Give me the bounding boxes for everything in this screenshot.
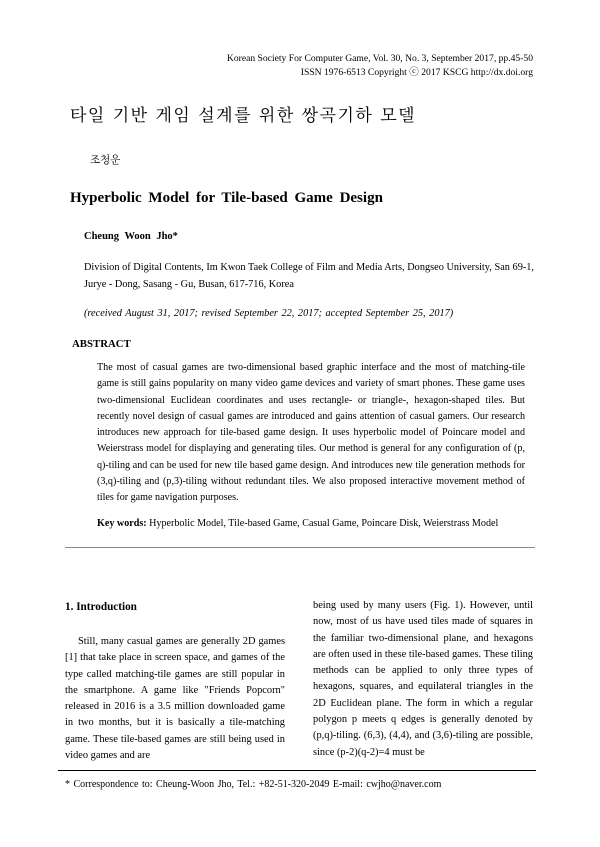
affiliation: Division of Digital Contents, Im Kwon Taek College of Film and Media Arts, Dongseo University, San 69-1, Jurye - Dong, Sasang - Gu, Busan, 617-716, Korea <box>84 262 534 290</box>
abstract-heading: ABSTRACT <box>72 338 131 350</box>
intro-paragraph-left: Still, many casual games are generally 2D games [1] that take place in screen space, and games of the type called matching-tile games are still popular in the smartphone. A game like "Friends Popcorn" released in 2016 is a 3.5 million downloaded game in two months, but it is basically a tile-matching game. These tile-based games are still being used in video games and are <box>65 636 285 762</box>
journal-issn: ISSN 1976-6513 Copyright ⓒ 2017 KSCG http://dx.doi.org <box>300 66 533 78</box>
submission-dates: (received August 31, 2017; revised September 22, 2017; accepted September 25, 2017) <box>84 308 454 319</box>
abstract-text: The most of casual games are two-dimensional based graphic interface and the most of matching-tile game is still gains popularity on many video game devices and variety of smart phones. These game uses two-dimensional Euclidean coordinates and uses rectangle- or triangle-, hexagon-shaped tiles. But recently novel design of casual games are introduced and gains attention of casual gamers. Our research introduces new approach for tile-based game design. It uses hyperbolic model of Poincare model and Weierstrass model for displaying and generating tiles. Our method is general for any configuration of (p, q)-tiling and can be used for new tile based game design. And introduces new tile generation methods for (3,q)-tiling and (p,3)-tiling without redundant tiles. We also proposed interactive movement method of tiles for game navigation purposes. <box>97 362 525 504</box>
intro-right-column <box>313 598 533 761</box>
intro-left-column <box>65 634 285 764</box>
keywords-text: Hyperbolic Model, Tile-based Game, Casual Game, Poincare Disk, Weierstrass Model <box>149 518 499 529</box>
section-heading-introduction: 1. Introduction <box>65 601 137 613</box>
section-divider <box>65 547 535 548</box>
footnote-divider <box>58 770 536 771</box>
title-english: Hyperbolic Model for Tile-based Game Design <box>70 190 383 206</box>
keywords-label: Key words: <box>97 518 147 529</box>
title-korean: 타일 기반 게임 설계를 위한 쌍곡기하 모델 <box>70 106 417 126</box>
journal-citation: Korean Society For Computer Game, Vol. 30, No. 3, September 2017, pp.45-50 <box>226 53 533 64</box>
footnote-correspondence: * Correspondence to: Cheung-Woon Jho, Tel.: +82-51-320-2049 E-mail: cwjho@naver.com <box>65 779 442 790</box>
journal-header <box>227 52 533 79</box>
author-korean: 조청운 <box>90 154 121 166</box>
intro-paragraph-right: being used by many users (Fig. 1). However, until now, most of us have used tiles made of squares in the familiar two-dimensional plane, and hexagons are often used in these tile-based games. These tiling methods can be applied to only three types of hexagons, squares, and equilateral triangles in the 2D Euclidean plane. The form in which a regular polygon p meets q edges is generally denoted by (p,q)-tiling. (6,3), (4,4), and (3,6)-tiling are possible, since (p-2)(q-2)=4 must be <box>313 600 533 758</box>
keywords <box>97 518 537 529</box>
author-english: Cheung Woon Jho* <box>84 231 178 242</box>
